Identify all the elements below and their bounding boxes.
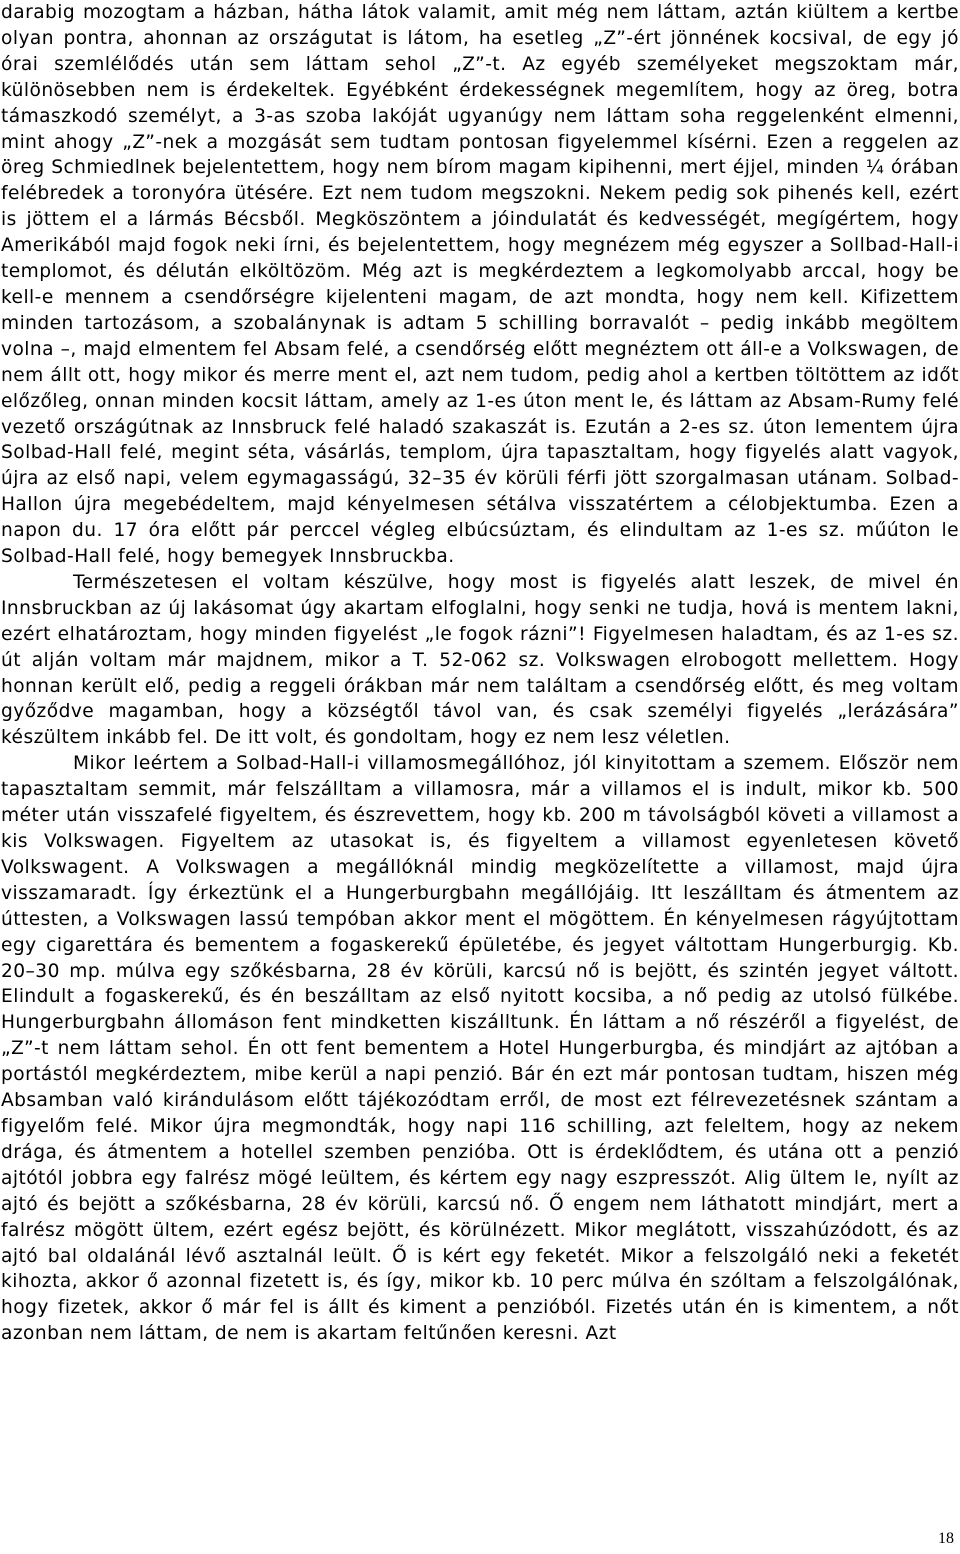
paragraph-2: Természetesen el voltam készülve, hogy most is figyelés alatt leszek, de mivel én Innsbruckban az új lakásomat úgy akartam elfoglalni, hogy senki ne tudja, hová is mentem lakni, ezért elhatároztam, hogy minden figyelést „le fogok rázni”! Figyelmesen haladtam, és az 1-es sz. út alján voltam már majdnem, mikor a T. 52-062 sz. Volkswagen elrobogott mellettem. Hogy honnan került elő, pedig a reggeli órákban már nem találtam a csendőrség előtt, és meg voltam győződve magamban, hogy a községtől távol van, és csak személyi figyelés „lerázására” készültem inkább fel. De itt volt, és gondoltam, hogy ez nem lesz véletlen.: [1, 571, 959, 749]
paragraph-1: darabig mozogtam a házban, hátha látok valamit, amit még nem láttam, aztán kiültem a kertbe olyan pontra, ahonnan az országutat is látom, ha esetleg „Z”-ért jönnének kocsival, de egy jó órai szemlélődés után sem láttam sehol „Z”-t. Az egyéb személyeket megszoktam már, különösebben nem is érdekeltek. Egyébként érdekességnek megemlítem, hogy az öreg, botra támaszkodó személyt, a 3-as szoba lakóját ugyanúgy nem láttam soha reggelenként elmenni, mint ahogy „Z”-nek a mozgását sem tudtam pontosan figyelemmel kísérni. Ezen a reggelen az öreg Schmiedlnek bejelentettem, hogy nem bírom magam kipihenni, mert éjjel, minden ¼ órában felébredek a toronyóra ütésére. Ezt nem tudom megszokni. Nekem pedig sok pihenés kell, ezért is jöttem el a lármás Bécsből. Megköszöntem a jóindulatát és kedvességét, megígértem, hogy Amerikából majd fogok neki írni, és bejelentettem, hogy megnézem még egyszer a Sollbad-Hall-i templomot, és délután elköltözöm. Még azt is megkérdeztem a legkomolyabb arccal, hogy be kell-e mennem a csendőrségre kijelenteni magam, de azt mondta, hogy nem kell. Kifizettem minden tartozásom, a szobalánynak is adtam 5 schilling borravalót – pedig inkább megöltem volna –, majd elmentem fel Absam felé, a csendőrség előtt megnéztem ott áll-e a Volkswagen, de nem állt ott, hogy mikor és merre ment el, azt nem tudom, pedig ahol a kertben töltöttem az időt előzőleg, onnan minden kocsit láttam, amely az 1-es úton ment le, és láttam az Absam-Rumy felé vezető országútnak az Innsbruck felé haladó szakaszát is. Ezután a 2-es sz. úton lementem újra Solbad-Hall felé, megint séta, vásárlás, templom, újra tapasztaltam, hogy figyelés alatt vagyok, újra az első napi, velem egymagasságú, 32–35 év körüli férfi jött szorgalmasan utánam. Solbad-Hallon újra megebédeltem, majd kényelmesen sétálva visszatértem a célobjektumba. Ezen a napon du. 17 óra előtt pár perccel végleg elbúcsúztam, és elindultam az 1-es sz. műúton le Solbad-Hall felé, hogy bemegyek Innsbruckba.: [1, 2, 959, 568]
paragraph-3: Mikor leértem a Solbad-Hall-i villamosmegállóhoz, jól kinyitottam a szemem. Először nem tapasztaltam semmit, már felszálltam a villamosra, már a villamos el is indult, mikor kb. 500 méter után visszafelé figyeltem, és észrevettem, hogy kb. 200 m távolságból követi a villamost a kis Volkswagen. Figyeltem az utasokat is, és figyeltem a villamost egyenletesen követő Volkswagent. A Volkswagen a megállóknál mindig megközelítette a villamost, majd újra visszamaradt. Így érkeztünk el a Hungerburgbahn megállójáig. Itt leszálltam és átmentem az úttesten, a Volkswagen lassú tempóban akkor ment el mögöttem. Én kényelmesen rágyújtottam egy cigarettára és bementem a fogaskerekű épületébe, és jegyet váltottam Hungerburgig. Kb. 20–30 mp. múlva egy szőkésbarna, 28 év körüli, karcsú nő is bejött, és szintén jegyet váltott. Elindult a fogaskerekű, és én beszálltam az első nyitott kocsiba, a nő pedig az utolsó fülkébe. Hungerburgbahn állomáson fent mindketten kiszálltunk. Én láttam a nő részéről a figyelést, de „Z”-t nem láttam sehol. Én ott fent bementem a Hotel Hungerburgba, és mindjárt az ajtóban a portástól megkérdeztem, mibe kerül a napi penzió. Bár én ezt már pontosan tudtam, hiszen még Absamban való kirándulásom előtt tájékozódtam erről, de most ezt félrevezetésnek szántam a figyelőm felé. Mikor újra megmondták, hogy napi 116 schilling, azt feleltem, hogy az nekem drága, és átmentem a hotellel szemben penzióba. Ott is érdeklődtem, és utána ott a penzió ajtótól jobbra egy falrész mögé leültem, és kértem egy nagy eszpresszót. Alig ültem le, nyílt az ajtó és bejött a szőkésbarna, 28 év körüli, karcsú nő. Ő engem nem láthatott mindjárt, mert a falrész mögött ültem, ezért egész bejött, és körülnézett. Mikor meglátott, visszahúzódott, és az ajtó bal oldalánál lévő asztalnál leült. Ő is kért egy feketét. Mikor a felszolgáló neki a feketét kihozta, akkor ő azonnal fizetett is, és így, mikor kb. 10 perc múlva én szóltam a felszolgálónak, hogy fizetek, akkor ő már fel is állt és kiment a penzióból. Fizetés után én is kimentem, a nőt azonban nem láttam, de nem is akartam feltűnően keresni. Azt: [1, 753, 959, 1345]
body-text: [1, 0, 959, 1347]
page-number: 18: [938, 1530, 954, 1547]
